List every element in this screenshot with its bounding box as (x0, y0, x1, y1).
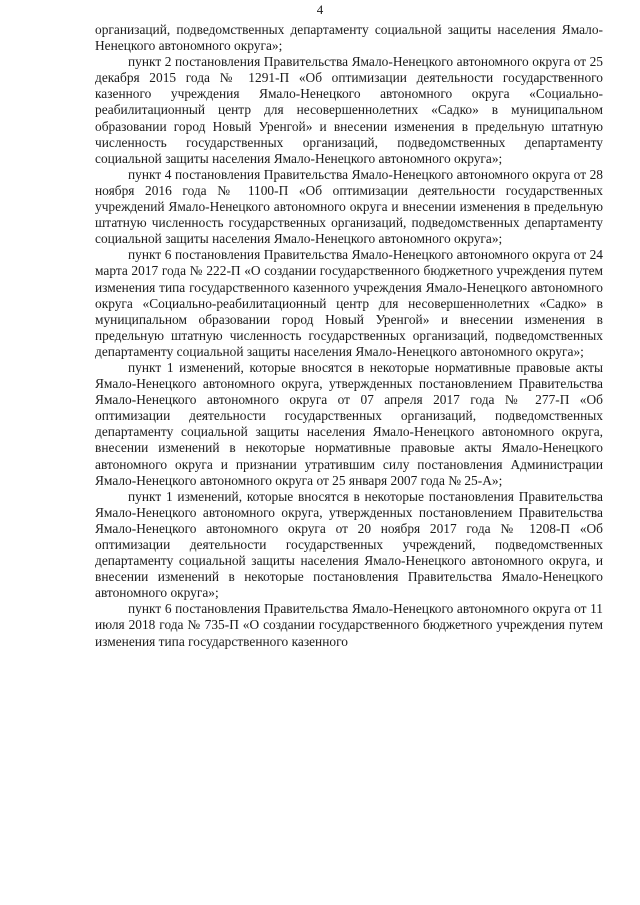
paragraph-item: пункт 6 постановления Правительства Ямало-Ненецкого автономного округа от 11 июля 2018 года № 735-П «О создании государственного бюджетного учреждения путем изменения типа государственного казенного (95, 601, 603, 649)
page-number: 4 (316, 2, 324, 17)
paragraph-item: пункт 1 изменений, которые вносятся в некоторые нормативные правовые акты Ямало-Ненецкого автономного округа, утвержденных постановлением Правительства Ямало-Ненецкого автономного округа от 07 апреля 2017 года № 277-П «Об оптимизации деятельности государственных организаций, подведомственных департаменту социальной защиты населения Ямало-Ненецкого автономного округа, внесении изменений в некоторые нормативные правовые акты Ямало-Ненецкого автономного округа и признании утратившим силу постановления Администрации Ямало-Ненецкого автономного округа от 25 января 2007 года № 25-А»; (95, 359, 603, 488)
paragraph-item: пункт 4 постановления Правительства Ямало-Ненецкого автономного округа от 28 ноября 2016 года № 1100-П «Об оптимизации деятельности государственных учреждений Ямало-Ненецкого автономного округа и внесении изменения в предельную штатную численность государственных организаций, подведомственных департаменту социальной защиты населения Ямало-Ненецкого автономного округа»; (95, 166, 603, 247)
paragraph-item: пункт 2 постановления Правительства Ямало-Ненецкого автономного округа от 25 декабря 2015 года № 1291-П «Об оптимизации деятельности государственного казенного учреждения Ямало-Ненецкого автономного округа «Социально-реабилитационный центр для несовершеннолетних «Садко» в муниципальном образовании город Новый Уренгой» и внесении изменения в предельную штатную численность государственных организаций, подведомственных департаменту социальной защиты населения Ямало-Ненецкого автономного округа»; (95, 54, 603, 166)
paragraph-continuation: организаций, подведомственных департаменту социальной защиты населения Ямало-Ненецкого автономного округа»; (95, 22, 603, 54)
paragraph-item: пункт 6 постановления Правительства Ямало-Ненецкого автономного округа от 24 марта 2017 года № 222-П «О создании государственного бюджетного учреждения путем изменения типа государственного казенного учреждения Ямало-Ненецкого автономного округа «Социально-реабилитационный центр для несовершеннолетних «Садко» в муниципальном образовании город Новый Уренгой» и внесении изменения в предельную штатную численность государственных организаций, подведомственных департаменту социальной защиты населения Ямало-Ненецкого автономного округа»; (95, 247, 603, 359)
document-body (95, 22, 603, 650)
paragraph-item: пункт 1 изменений, которые вносятся в некоторые постановления Правительства Ямало-Ненецкого автономного округа, утвержденных постановлением Правительства Ямало-Ненецкого автономного округа от 20 ноября 2017 года № 1208-П «Об оптимизации деятельности государственных учреждений, подведомственных департаменту социальной защиты населения Ямало-Ненецкого автономного округа, и внесении изменений в некоторые постановления Правительства Ямало-Ненецкого автономного округа»; (95, 488, 603, 601)
